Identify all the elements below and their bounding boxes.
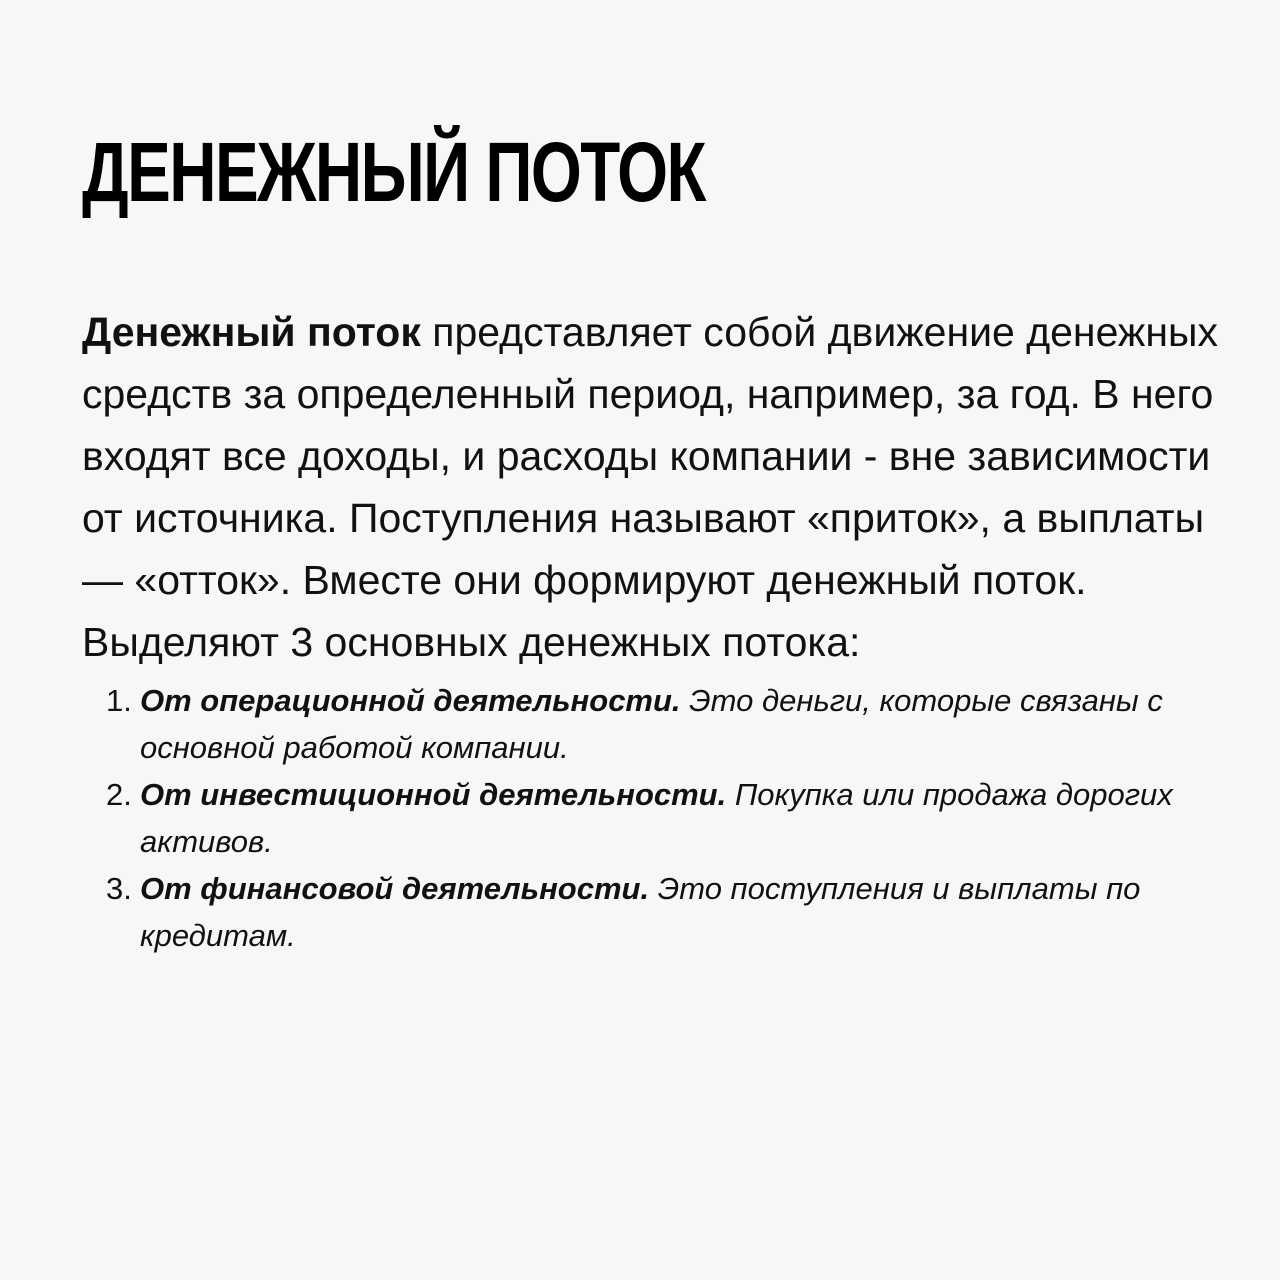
list-item-text: Покупка или продажа дорогих активов. bbox=[140, 777, 1173, 859]
list-item-heading: От инвестиционной деятельности. bbox=[140, 777, 727, 812]
list-item bbox=[82, 865, 1230, 959]
list-item-heading: От финансовой деятельности. bbox=[140, 871, 650, 906]
list-item-number: 2. bbox=[106, 777, 132, 812]
content bbox=[82, 301, 1252, 959]
page-title: ДЕНЕЖНЫЙ ПОТОК bbox=[82, 125, 705, 219]
list-item bbox=[82, 771, 1230, 865]
cash-flow-list bbox=[82, 677, 1252, 959]
intro-lead: Денежный поток bbox=[82, 309, 421, 355]
list-item-number: 3. bbox=[106, 871, 132, 906]
list-item-text: Это поступления и выплаты по кредитам. bbox=[140, 871, 1141, 953]
list-item bbox=[82, 677, 1230, 771]
list-item-number: 1. bbox=[106, 683, 132, 718]
intro-text: представляет собой движение денежных средств за определенный период, например, за год. В него входят все доходы, и расходы компании - вне зависимости от источника. Поступления называют «приток», а выплаты — «отток». Вместе они формируют денежный поток. Выделяют 3 основных денежных потока: bbox=[82, 309, 1218, 665]
intro-paragraph bbox=[82, 301, 1252, 673]
list-item-text: Это деньги, которые связаны с основной работой компании. bbox=[140, 683, 1163, 765]
list-item-heading: От операционной деятельности. bbox=[140, 683, 681, 718]
